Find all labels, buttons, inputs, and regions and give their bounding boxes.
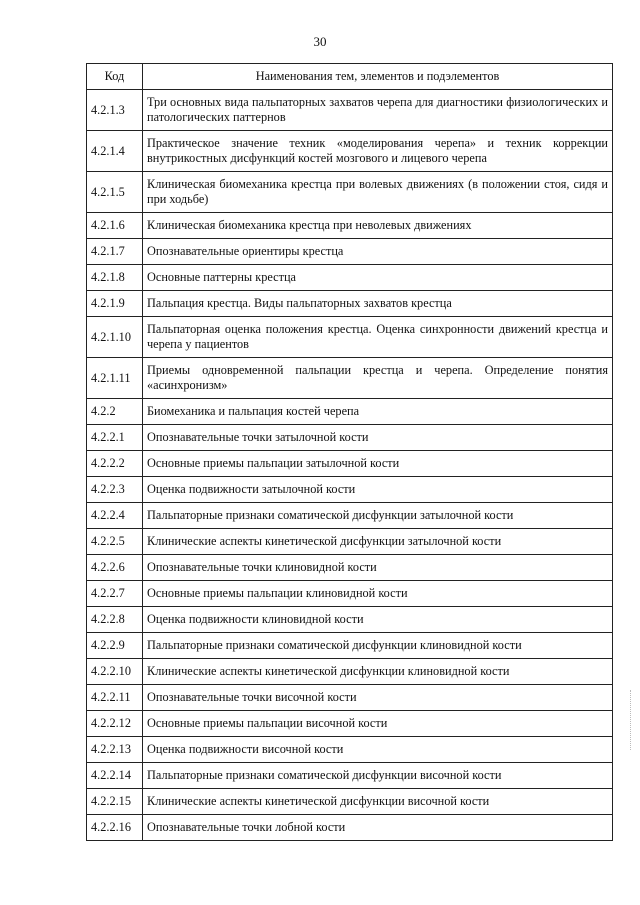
table-row	[87, 239, 613, 265]
row-code: 4.2.1.4	[87, 131, 143, 172]
row-code: 4.2.2.8	[87, 607, 143, 633]
table-row	[87, 477, 613, 503]
row-name: Пальпаторные признаки соматической дисфункции затылочной кости	[143, 503, 613, 529]
row-code: 4.2.2.4	[87, 503, 143, 529]
table-row	[87, 451, 613, 477]
row-code: 4.2.2.12	[87, 711, 143, 737]
row-code: 4.2.1.5	[87, 172, 143, 213]
row-name: Клиническая биомеханика крестца при волевых движениях (в положении стоя, сидя и при ходьбе)	[143, 172, 613, 213]
table-row	[87, 685, 613, 711]
table-row	[87, 90, 613, 131]
row-name: Основные паттерны крестца	[143, 265, 613, 291]
row-code: 4.2.1.9	[87, 291, 143, 317]
row-code: 4.2.1.10	[87, 317, 143, 358]
row-name: Оценка подвижности височной кости	[143, 737, 613, 763]
page-number: 30	[313, 34, 327, 49]
row-code: 4.2.2.10	[87, 659, 143, 685]
row-code: 4.2.1.3	[87, 90, 143, 131]
table-row	[87, 815, 613, 841]
row-name: Основные приемы пальпации затылочной кости	[143, 451, 613, 477]
table-row	[87, 737, 613, 763]
row-name: Три основных вида пальпаторных захватов черепа для диагностики физиологических и патологических паттернов	[143, 90, 613, 131]
table-row	[87, 317, 613, 358]
row-name: Пальпаторные признаки соматической дисфункции клиновидной кости	[143, 633, 613, 659]
row-name: Опознавательные точки клиновидной кости	[143, 555, 613, 581]
row-code: 4.2.1.6	[87, 213, 143, 239]
table-body	[87, 90, 613, 841]
row-name: Биомеханика и пальпация костей черепа	[143, 399, 613, 425]
row-code: 4.2.2.2	[87, 451, 143, 477]
curriculum-table	[86, 63, 613, 841]
table-row	[87, 633, 613, 659]
row-code: 4.2.2.5	[87, 529, 143, 555]
row-name: Пальпаторные признаки соматической дисфункции височной кости	[143, 763, 613, 789]
row-code: 4.2.1.11	[87, 358, 143, 399]
header-name: Наименования тем, элементов и подэлементов	[143, 64, 613, 90]
row-name: Основные приемы пальпации височной кости	[143, 711, 613, 737]
row-name: Опознавательные ориентиры крестца	[143, 239, 613, 265]
row-name: Оценка подвижности затылочной кости	[143, 477, 613, 503]
row-code: 4.2.1.7	[87, 239, 143, 265]
row-code: 4.2.2.13	[87, 737, 143, 763]
table-row	[87, 265, 613, 291]
row-code: 4.2.2.6	[87, 555, 143, 581]
row-name: Клинические аспекты кинетической дисфункции височной кости	[143, 789, 613, 815]
row-name: Пальпаторная оценка положения крестца. Оценка синхронности движений крестца и черепа у пациентов	[143, 317, 613, 358]
table-header-row	[87, 64, 613, 90]
row-name: Пальпация крестца. Виды пальпаторных захватов крестца	[143, 291, 613, 317]
row-name: Приемы одновременной пальпации крестца и черепа. Определение понятия «асинхронизм»	[143, 358, 613, 399]
row-code: 4.2.2	[87, 399, 143, 425]
row-name: Основные приемы пальпации клиновидной кости	[143, 581, 613, 607]
row-code: 4.2.2.11	[87, 685, 143, 711]
row-name: Опознавательные точки лобной кости	[143, 815, 613, 841]
table-row	[87, 529, 613, 555]
row-code: 4.2.2.1	[87, 425, 143, 451]
table-row	[87, 358, 613, 399]
table-row	[87, 659, 613, 685]
table-row	[87, 555, 613, 581]
header-code: Код	[87, 64, 143, 90]
table-row	[87, 172, 613, 213]
table-row	[87, 503, 613, 529]
row-name: Опознавательные точки височной кости	[143, 685, 613, 711]
table-row	[87, 213, 613, 239]
table-row	[87, 763, 613, 789]
table-row	[87, 581, 613, 607]
table-row	[87, 291, 613, 317]
row-code: 4.2.2.15	[87, 789, 143, 815]
row-code: 4.2.2.9	[87, 633, 143, 659]
row-code: 4.2.1.8	[87, 265, 143, 291]
row-name: Клиническая биомеханика крестца при неволевых движениях	[143, 213, 613, 239]
table-row	[87, 607, 613, 633]
row-code: 4.2.2.7	[87, 581, 143, 607]
table-row	[87, 789, 613, 815]
table-row	[87, 711, 613, 737]
row-code: 4.2.2.3	[87, 477, 143, 503]
table-row	[87, 425, 613, 451]
row-name: Оценка подвижности клиновидной кости	[143, 607, 613, 633]
row-name: Клинические аспекты кинетической дисфункции клиновидной кости	[143, 659, 613, 685]
row-code: 4.2.2.14	[87, 763, 143, 789]
table-row	[87, 131, 613, 172]
row-code: 4.2.2.16	[87, 815, 143, 841]
row-name: Опознавательные точки затылочной кости	[143, 425, 613, 451]
scan-edge-marks	[630, 690, 637, 750]
row-name: Клинические аспекты кинетической дисфункции затылочной кости	[143, 529, 613, 555]
table-row	[87, 399, 613, 425]
row-name: Практическое значение техник «моделирования черепа» и техник коррекции внутрикостных дисфункций костей мозгового и лицевого черепа	[143, 131, 613, 172]
